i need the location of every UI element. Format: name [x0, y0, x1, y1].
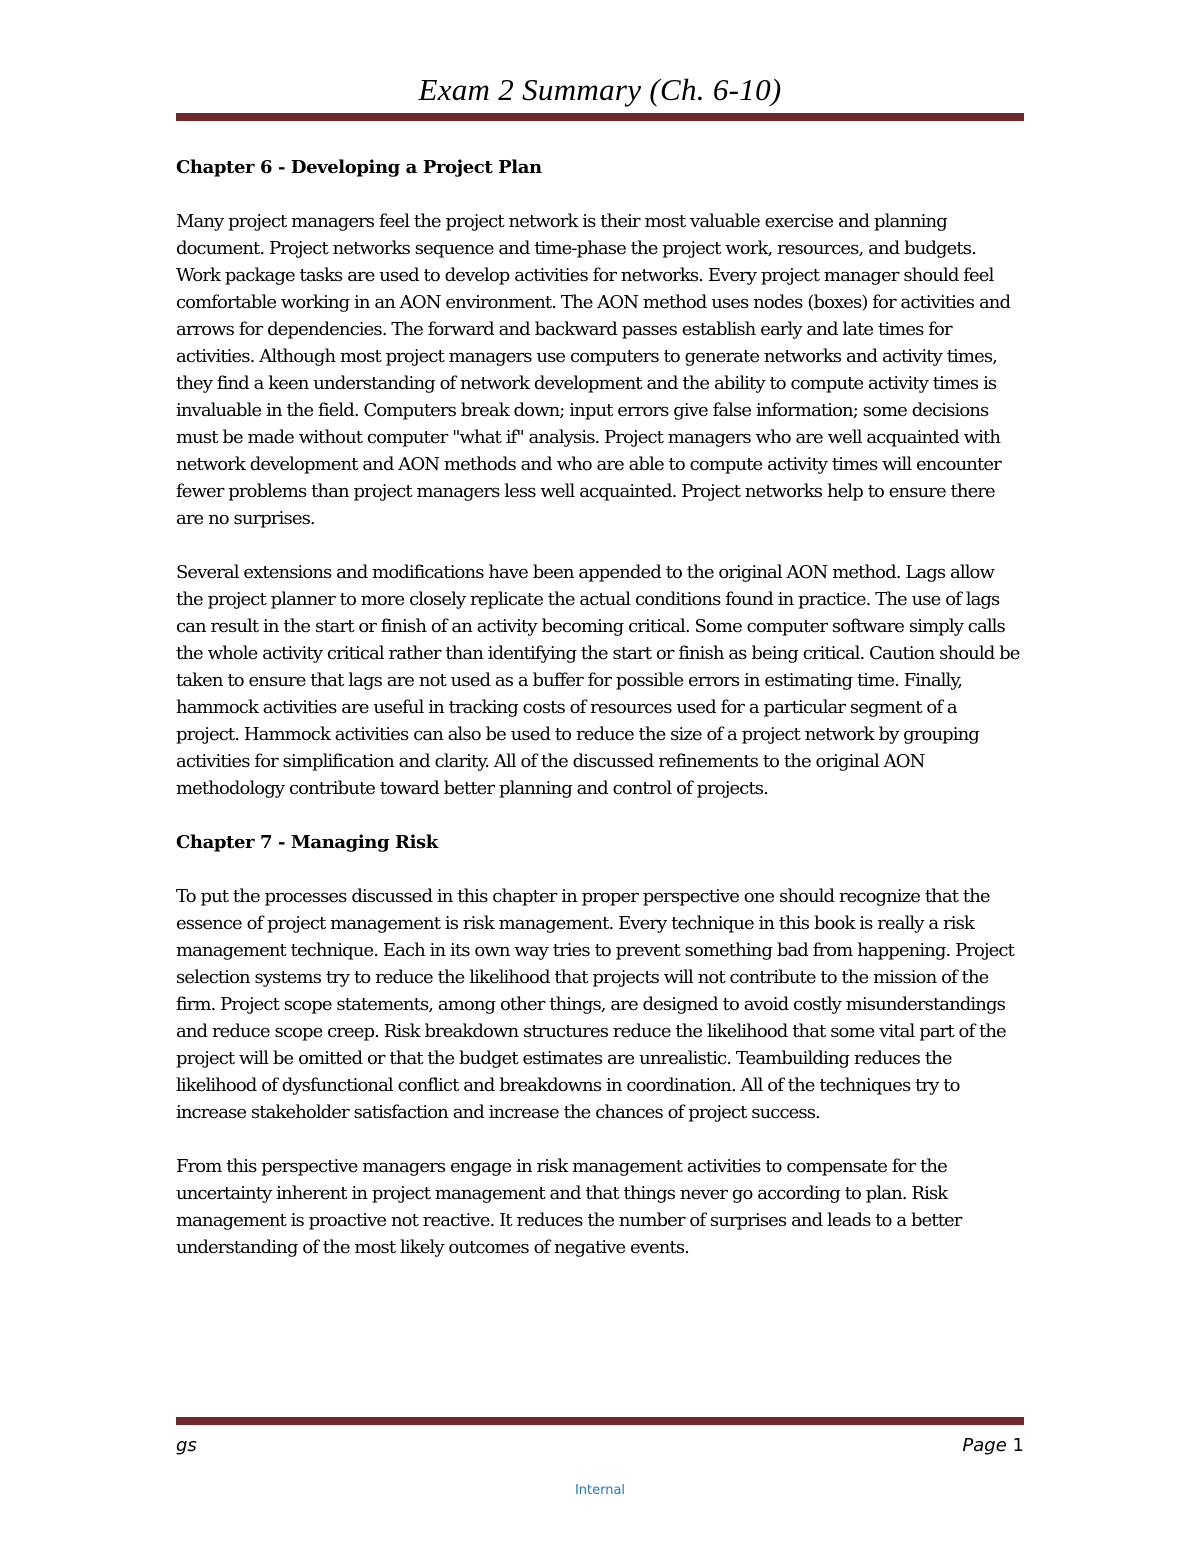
chapter-6-paragraph-1: Many project managers feel the project network is their most valuable exercise and planning document. Project networks sequence and time-phase the project work, resources, and budgets. Work package tasks are used to develop activities for networks. Every project manager should feel comfortable working in an AON environment. The AON method uses nodes (boxes) for activities and arrows for dependencies. The forward and backward passes establish early and late times for activities. Although most project managers use computers to generate networks and activity times, they find a keen understanding of network development and the ability to compute activity times is invaluable in the field. Computers break down; input errors give false information; some decisions must be made without computer "what if" analysis. Project managers who are well acquainted with network development and AON methods and who are able to compute activity times will encounter fewer problems than project managers less well acquainted. Project networks help to ensure there are no surprises. — [176, 211, 1011, 529]
page-label: Page — [962, 1435, 1007, 1456]
page-number — [962, 1436, 1024, 1456]
page-title: Exam 2 Summary (Ch. 6-10) — [418, 72, 782, 107]
document-body — [176, 154, 1024, 1288]
chapter-7-heading: Chapter 7 - Managing Risk — [176, 832, 438, 853]
chapter-6-heading: Chapter 6 - Developing a Project Plan — [176, 157, 542, 178]
chapter-7-paragraph-1: To put the processes discussed in this chapter in proper perspective one should recognize that the essence of project management is risk management. Every technique in this book is really a risk management technique. Each in its own way tries to prevent something bad from happening. Project selection systems try to reduce the likelihood that projects will not contribute to the mission of the firm. Project scope statements, among other things, are designed to avoid costly misunderstandings and reduce scope creep. Risk breakdown structures reduce the likelihood that some vital part of the project will be omitted or that the budget estimates are unrealistic. Teambuilding reduces the likelihood of dysfunctional conflict and breakdowns in coordination. All of the techniques try to increase stakeholder satisfaction and increase the chances of project success. — [176, 886, 1014, 1123]
footer-divider — [176, 1417, 1024, 1425]
footer-author: gs — [176, 1435, 197, 1456]
chapter-7-paragraph-2: From this perspective managers engage in risk management activities to compensate for the uncertainty inherent in project management and that things never go according to plan. Risk management is proactive not reactive. It reduces the number of surprises and leads to a better understanding of the most likely outcomes of negative events. — [176, 1156, 962, 1258]
chapter-6-paragraph-2: Several extensions and modifications have been appended to the original AON method. Lags allow the project planner to more closely replicate the actual conditions found in practice. The use of lags can result in the start or finish of an activity becoming critical. Some computer software simply calls the whole activity critical rather than identifying the start or finish as being critical. Caution should be taken to ensure that lags are not used as a buffer for possible errors in estimating time. Finally, hammock activities are useful in tracking costs of resources used for a particular segment of a project. Hammock activities can also be used to reduce the size of a project network by grouping activities for simplification and clarity. All of the discussed refinements to the original AON methodology contribute toward better planning and control of projects. — [176, 562, 1020, 799]
page-number-value: 1 — [1012, 1435, 1024, 1456]
classification-label: Internal — [574, 1483, 626, 1498]
header-divider — [176, 113, 1024, 121]
